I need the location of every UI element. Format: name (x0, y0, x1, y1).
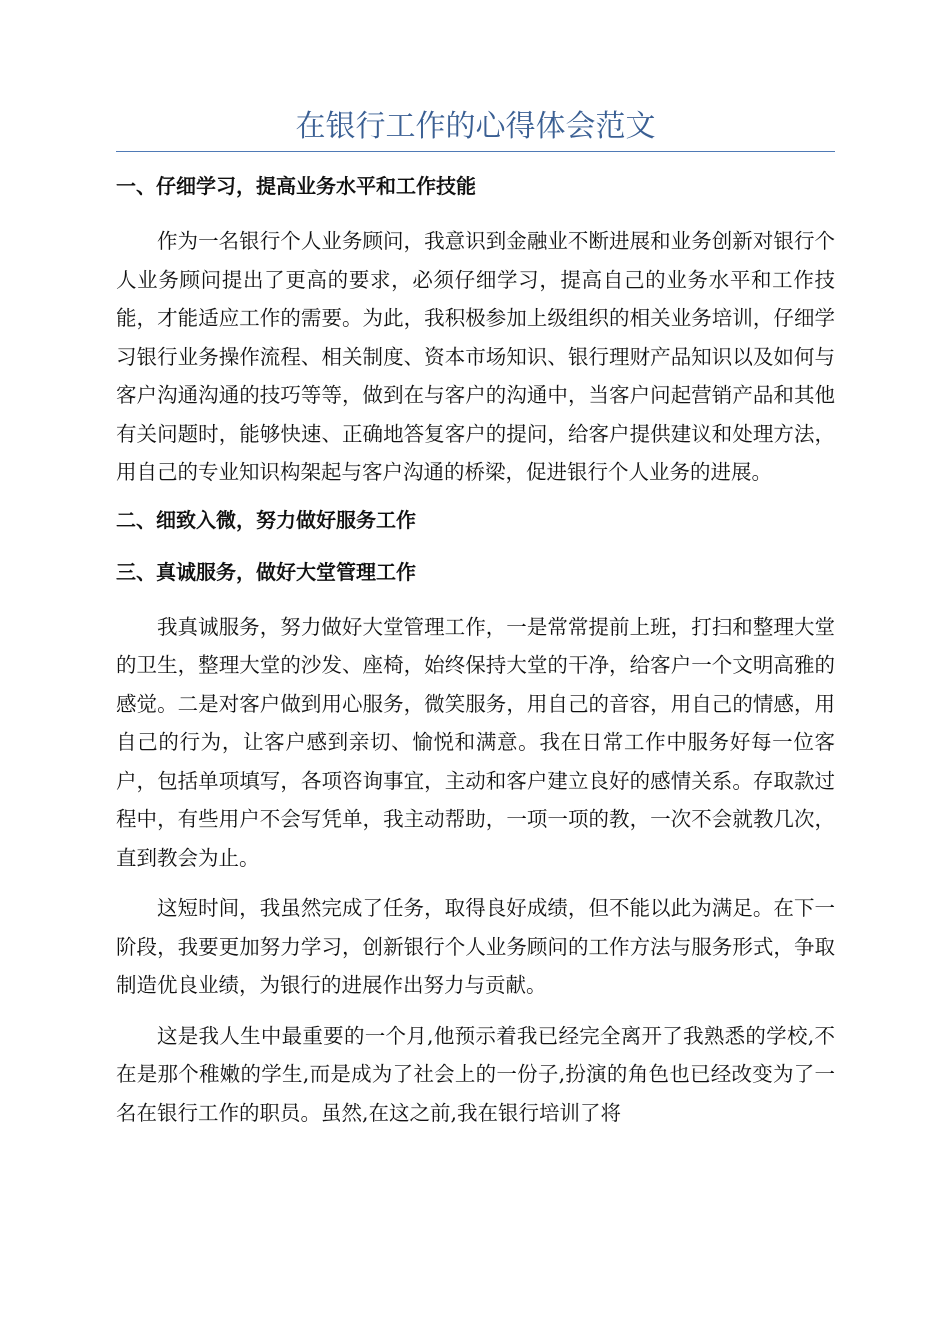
section-1-paragraph-1: 作为一名银行个人业务顾问，我意识到金融业不断进展和业务创新对银行个人业务顾问提出了更高的要求，必须仔细学习，提高自己的业务水平和工作技能，才能适应工作的需要。为此，我积极参加上级组织的相关业务培训，仔细学习银行业务操作流程、相关制度、资本市场知识、银行理财产品知识以及如何与客户沟通沟通的技巧等等，做到在与客户的沟通中，当客户问起营销产品和其他有关问题时，能够快速、正确地答复客户的提问，给客户提供建议和处理方法，用自己的专业知识构架起与客户沟通的桥梁，促进银行个人业务的进展。 (116, 229, 835, 484)
section-1-heading: 一、仔细学习，提高业务水平和工作技能 (116, 174, 476, 198)
section-3-paragraph-3: 这是我人生中最重要的一个月,他预示着我已经完全离开了我熟悉的学校,不在是那个稚嫩的学生,而是成为了社会上的一份子,扮演的角色也已经改变为了一名在银行工作的职员。虽然,在这之前,我在银行培训了将 (116, 1023, 835, 1125)
document-page (116, 104, 835, 1144)
section-3-paragraph-1: 我真诚服务，努力做好大堂管理工作，一是常常提前上班，打扫和整理大堂的卫生，整理大堂的沙发、座椅，始终保持大堂的干净，给客户一个文明高雅的感觉。二是对客户做到用心服务，微笑服务，用自己的音容，用自己的情感，用自己的行为，让客户感到亲切、愉悦和满意。我在日常工作中服务好每一位客户，包括单项填写，各项咨询事宜，主动和客户建立良好的感情关系。存取款过程中，有些用户不会写凭单，我主动帮助，一项一项的教，一次不会就教几次，直到教会为止。 (116, 614, 835, 870)
document-title: 在银行工作的心得体会范文 (295, 109, 656, 144)
title-underline (116, 151, 835, 152)
section-3-heading: 三、真诚服务，做好大堂管理工作 (116, 559, 416, 584)
section-3-paragraph-2: 这短时间，我虽然完成了任务，取得良好成绩，但不能以此为满足。在下一阶段，我要更加努力学习，创新银行个人业务顾问的工作方法与服务形式，争取制造优良业绩，为银行的进展作出努力与贡献。 (116, 896, 835, 997)
section-2-heading: 二、细致入微，努力做好服务工作 (116, 507, 416, 532)
